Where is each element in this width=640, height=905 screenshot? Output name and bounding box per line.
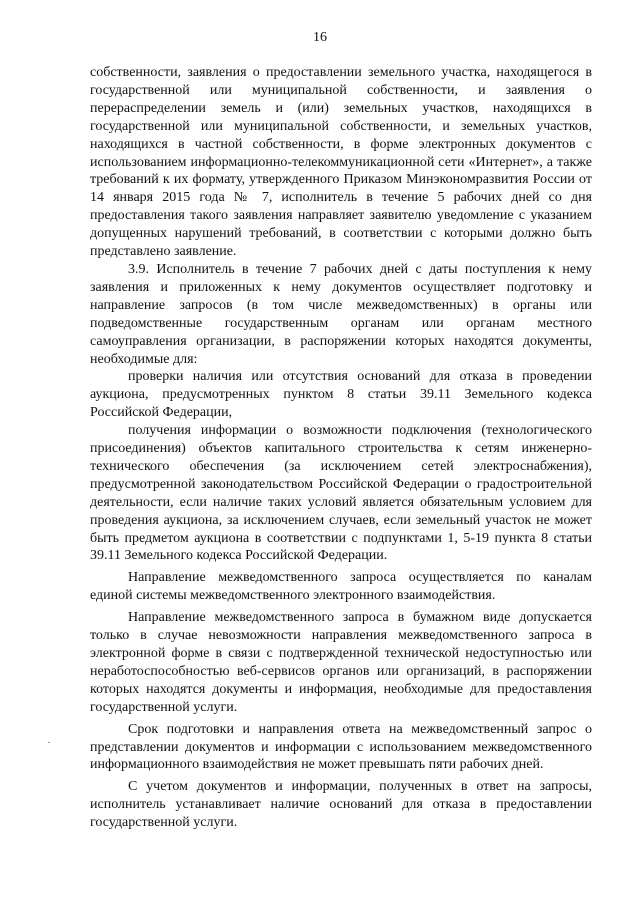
paragraph-paper-request: Направление межведомственного запроса в бумажном виде допускается только в случае невозможности направления межведомственного запроса в электронной форме в связи с подтвержденной технической недоступностью или неработоспособностью веб-сервисов органов или организаций, в распоряжении которых находятся документы и информация, необходимые для предоставления государственной услуги.	[90, 610, 592, 715]
scan-artifact	[48, 742, 50, 743]
paragraph-connection-info: получения информации о возможности подключения (технологического присоединения) объектов капитального строительства к сетям инженерно-технического обеспечения (за исключением сетей электроснабжения), предусмотренной законодательством Российской Федерации о градостроительной деятельности, если наличие таких условий является обязательным условием для проведения аукциона, за исключением случаев, если земельный участок не может быть предметом аукциона в соответствии с подпунктами 1, 5-19 пункта 8 статьи 39.11 Земельного кодекса Российской Федерации.	[90, 423, 592, 564]
paragraph-request-channels: Направление межведомственного запроса осуществляется по каналам единой системы межведомственного электронного взаимодействия.	[90, 570, 592, 604]
paragraph-grounds-refusal: С учетом документов и информации, полученных в ответ на запросы, исполнитель устанавливает наличие оснований для отказа в предоставлении государственной услуги.	[90, 779, 592, 831]
paragraph-continuation: собственности, заявления о предоставлении земельного участка, находящегося в государственной или муниципальной собственности, и заявления о перераспределении земель и (или) земельных участков, находящихся в государственной или муниципальной собственности, и земельных участков, находящихся в частной собственности, в форме электронных документов с использованием информационно-телекоммуникационной сети «Интернет», а также требований к их формату, утвержденного Приказом Минэкономразвития России от 14 января 2015 года № 7, исполнитель в течение 5 рабочих дней со дня предоставления такого заявления направляет заявителю уведомление с указанием допущенных нарушений требований, в соответствии с которыми должно быть представлено заявление.	[90, 65, 592, 260]
paragraph-3-9: 3.9. Исполнитель в течение 7 рабочих дней с даты поступления к нему заявления и приложенных к нему документов осуществляет подготовку и направление запросов (в том числе межведомственных) в органы или подведомственные государственным органам или органам местного самоуправления организации, в распоряжении которых находятся документы, необходимые для:	[90, 261, 592, 367]
paragraph-response-deadline: Срок подготовки и направления ответа на межведомственный запрос о представлении документов и информации с использованием межведомственного информационного взаимодействия не может превышать пяти рабочих дней.	[90, 721, 592, 773]
document-body	[90, 64, 592, 832]
paragraph-check-grounds: проверки наличия или отсутствия оснований для отказа в проведении аукциона, предусмотренных пунктом 8 статьи 39.11 Земельного кодекса Российской Федерации,	[90, 369, 592, 421]
page-number: 16	[313, 30, 327, 45]
